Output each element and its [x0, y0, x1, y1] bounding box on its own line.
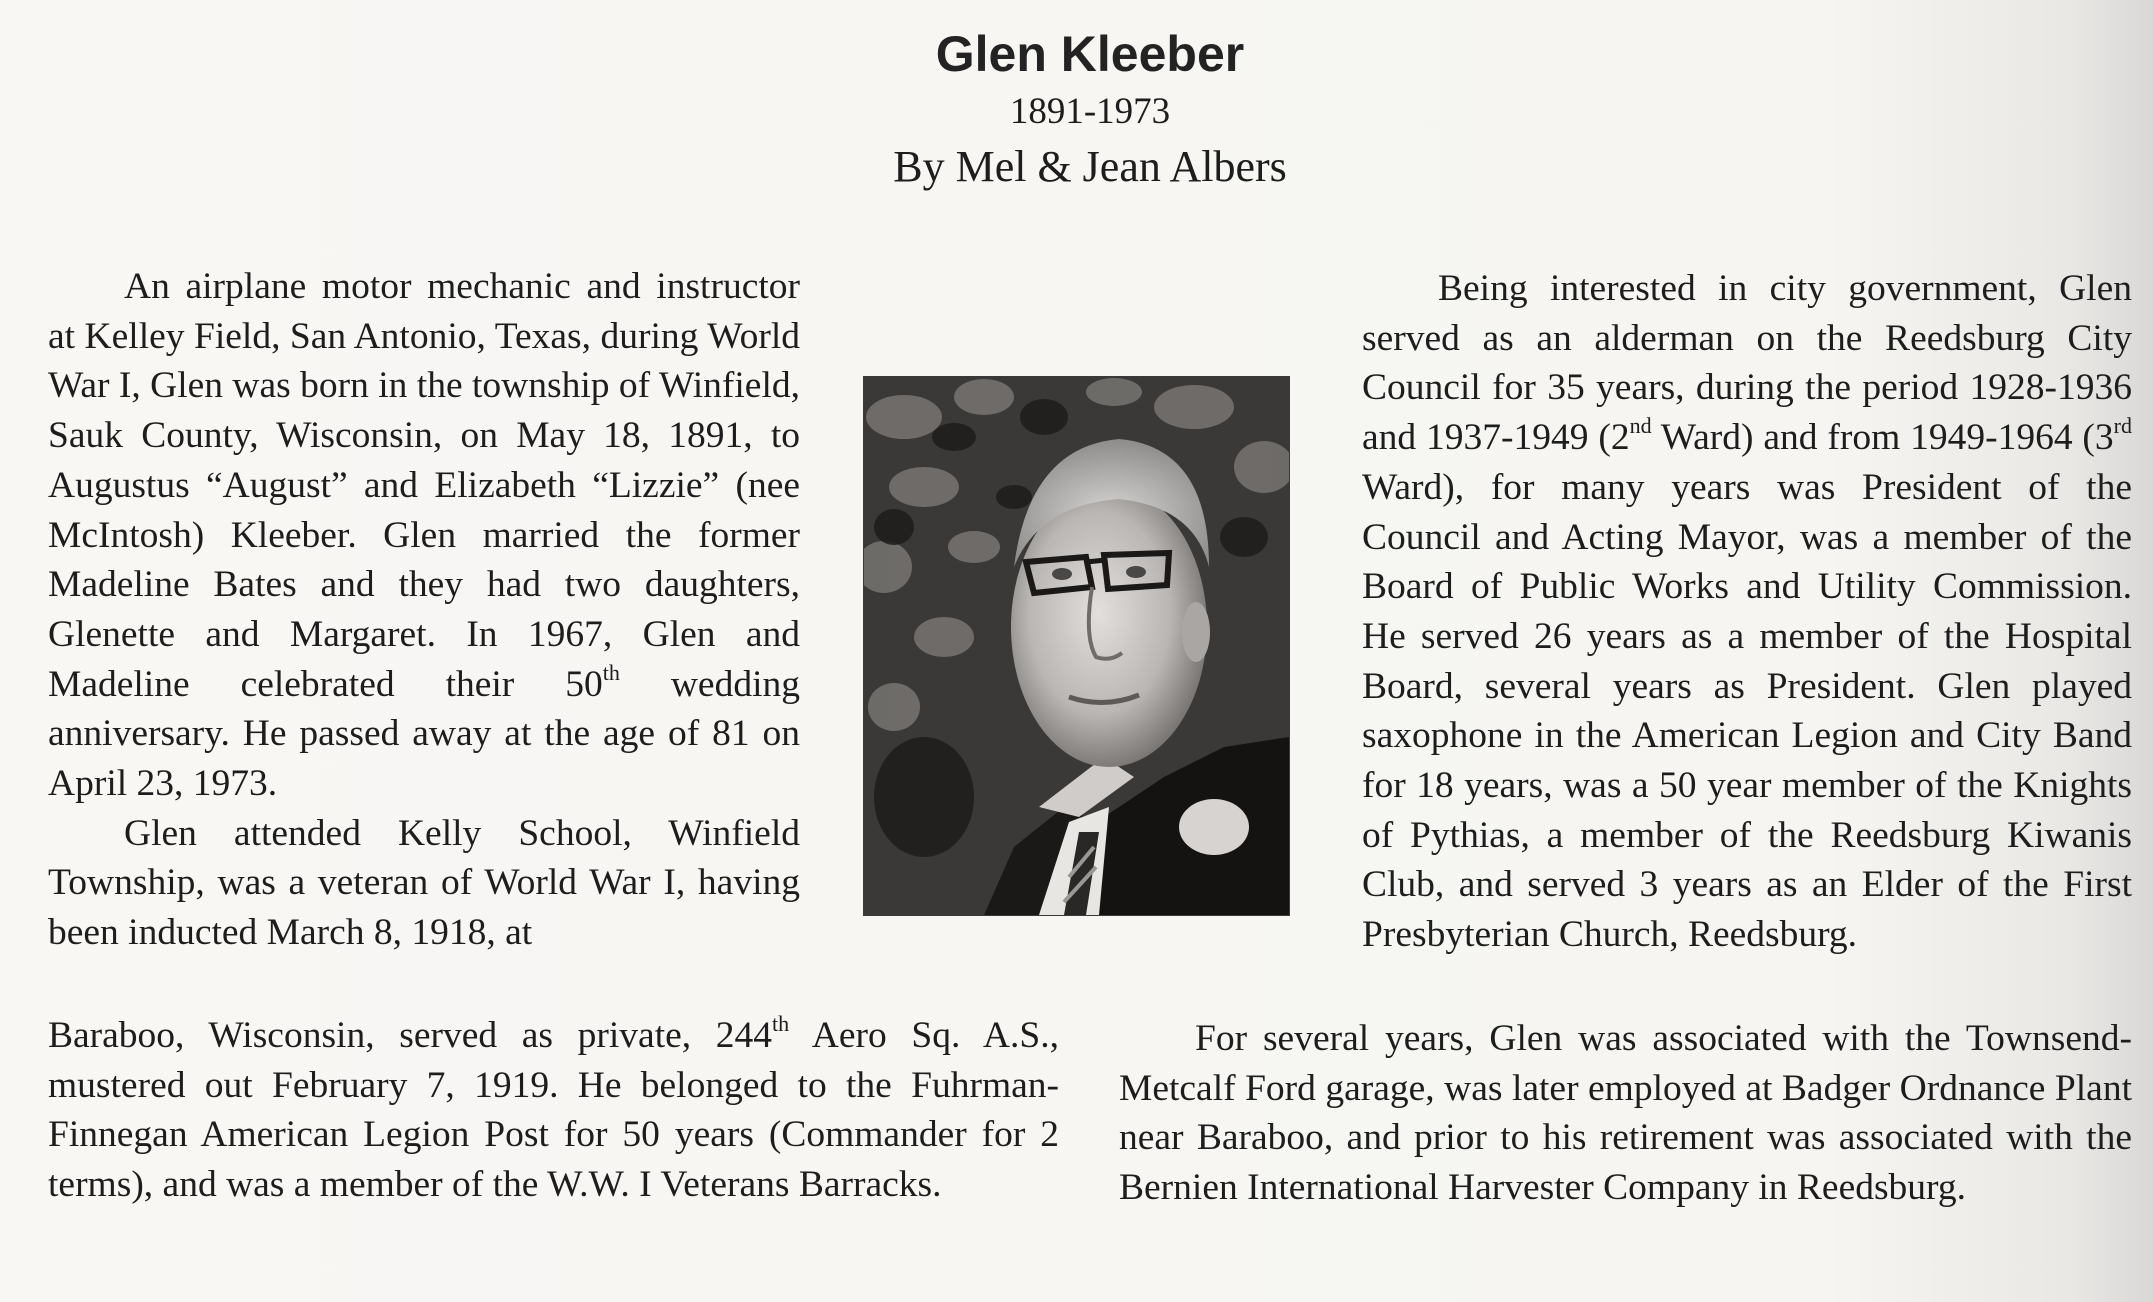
paragraph-employment: For several years, Glen was associated with the Townsend-Metcalf Ford garage, was later employed at Badger Ordnance Plant near Baraboo, and prior to his retirement was associated with the Bernien International Harvester Company in Reedsburg.: [1119, 1018, 2132, 1209]
paragraph-military-service-continued: Baraboo, Wisconsin, served as private, 244th Aero Sq. A.S., mustered out February 7, 1919. He belonged to the Fuhrman-Finnegan American Legion Post for 50 years (Commander for 2 terms), and was a member of the W.W. I Veterans Barracks.: [48, 1011, 1059, 1206]
article-title: Glen Kleeber: [935, 26, 1245, 82]
life-years: 1891-1973: [1009, 91, 1171, 132]
paragraph-civic-service: Being interested in city government, Glen served as an alderman on the Reedsburg City Council for 35 years, during the period 1928-1936 and 1937-1949 (2nd Ward) and from 1949-1964 (3rd Ward), for many years was President of the Council and Acting Mayor, was a member of the Board of Public Works and Utility Commission. He served 26 years as a member of the Hospital Board, several years as President. Glen played saxophone in the American Legion and City Band for 18 years, was a 50 year member of the Knights of Pythias, a member of the Reedsburg Kiwanis Club, and served 3 years as an Elder of the First Presbyterian Church, Reedsburg.: [1362, 268, 2132, 956]
right-column-upper: [1362, 264, 2132, 960]
portrait-photo: [864, 377, 1289, 915]
article-header: [790, 24, 1390, 196]
paragraph-military-service-start: Glen attended Kelly School, Winfield Township, was a veteran of World War I, having been inducted March 8, 1918, at: [48, 812, 800, 954]
left-column-lower: [48, 1011, 1059, 1210]
right-column-lower: [1119, 1014, 2132, 1213]
left-column-upper: [48, 262, 800, 958]
author-byline: By Mel & Jean Albers: [893, 142, 1287, 191]
paragraph-biography-intro: An airplane motor mechanic and instructor at Kelley Field, San Antonio, Texas, during World War I, Glen was born in the township of Winfield, Sauk County, Wisconsin, on May 18, 1891, to Augustus “August” and Elizabeth “Lizzie” (nee McIntosh) Kleeber. Glen married the former Madeline Bates and they had two daughters, Glenette and Margaret. In 1967, Glen and Madeline celebrated their 50th wedding anniversary. He passed away at the age of 81 on April 23, 1973.: [48, 266, 800, 805]
